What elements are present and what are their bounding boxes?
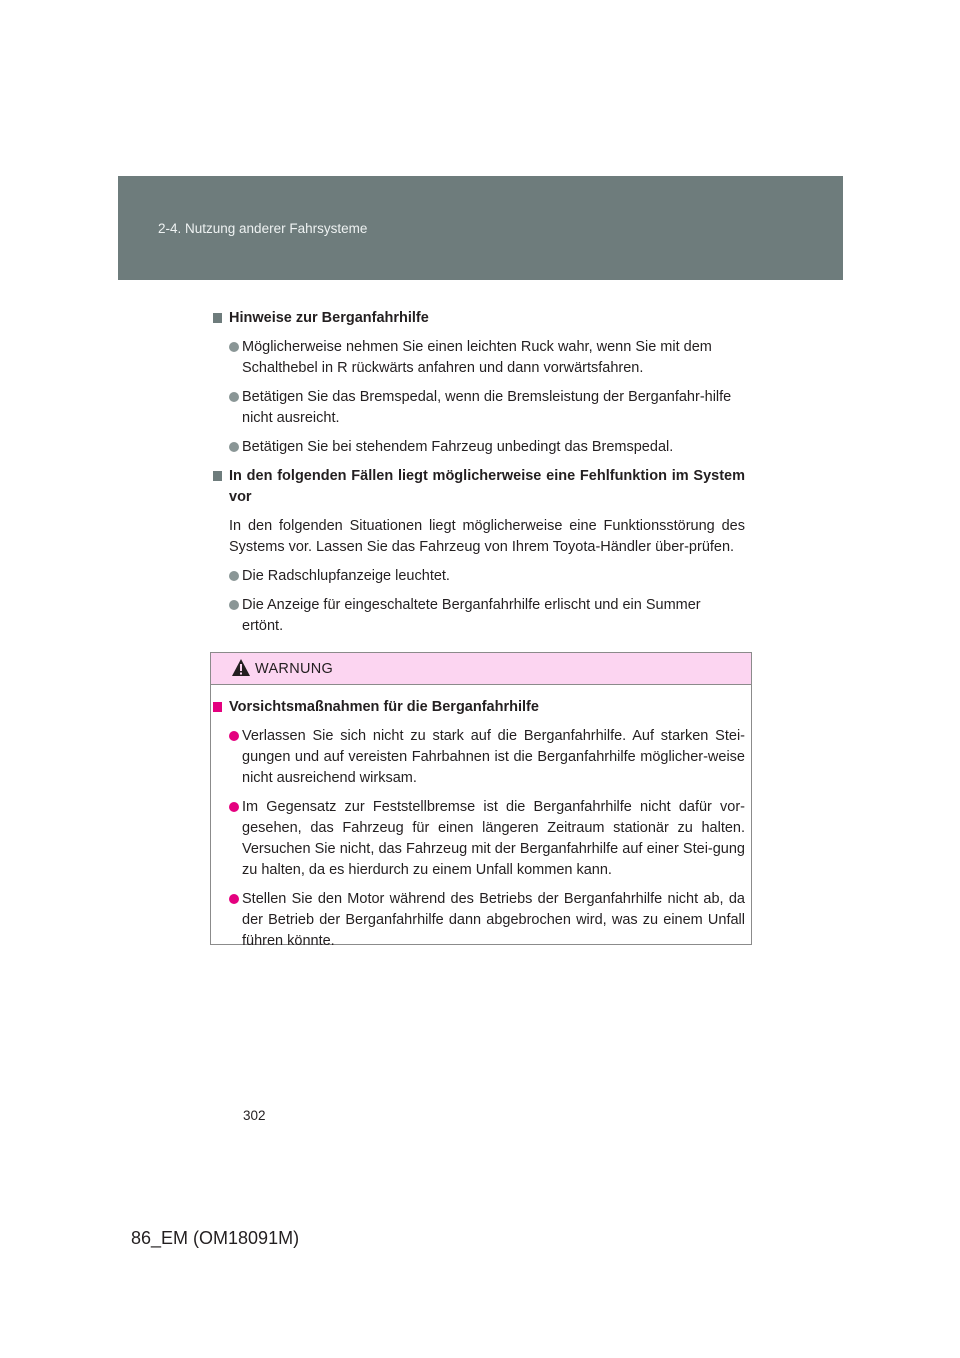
square-bullet-icon	[213, 471, 222, 481]
warning-header	[211, 653, 751, 685]
section-title: 2-4. Nutzung anderer Fahrsysteme	[158, 221, 368, 236]
list-item	[213, 566, 745, 587]
warning-heading	[213, 697, 745, 718]
list-item	[213, 726, 745, 789]
heading-text: In den folgenden Fällen liegt möglicherweise eine Fehlfunktion im System vor	[229, 468, 745, 505]
section-heading	[213, 466, 745, 508]
circle-bullet-icon	[229, 802, 239, 812]
list-item	[213, 437, 745, 458]
warning-triangle-icon	[231, 658, 251, 677]
square-bullet-icon	[213, 702, 222, 712]
list-item	[213, 797, 745, 881]
circle-bullet-icon	[229, 442, 239, 452]
section-heading	[213, 308, 745, 329]
circle-bullet-icon	[229, 894, 239, 904]
list-item-text: Verlassen Sie sich nicht zu stark auf die Berganfahrhilfe. Auf starken Stei-gungen und auf vereisten Fahrbahnen ist die Berganfahrhilfe möglicher-weise nicht ausreichend wirksam.	[242, 728, 745, 786]
list-item-text: Stellen Sie den Motor während des Betriebs der Berganfahrhilfe nicht ab, da der Betrieb der Berganfahrhilfe dann abgebrochen wird, was zu einem Unfall führen könnte.	[242, 891, 745, 949]
heading-text: Vorsichtsmaßnahmen für die Berganfahrhilfe	[229, 699, 539, 715]
square-bullet-icon	[213, 313, 222, 323]
page-number: 302	[243, 1108, 266, 1123]
warning-body	[213, 697, 745, 960]
list-item	[213, 337, 745, 379]
paragraph: In den folgenden Situationen liegt möglicherweise eine Funktionsstörung des Systems vor. Lassen Sie das Fahrzeug von Ihrem Toyota-Händler über-prüfen.	[229, 518, 745, 555]
list-item-text: Die Anzeige für eingeschaltete Berganfahrhilfe erlischt und ein Summer ertönt.	[242, 597, 701, 634]
main-content	[213, 308, 745, 645]
list-item-text: Betätigen Sie bei stehendem Fahrzeug unbedingt das Bremspedal.	[242, 439, 674, 455]
circle-bullet-icon	[229, 392, 239, 402]
circle-bullet-icon	[229, 571, 239, 581]
list-item-text: Möglicherweise nehmen Sie einen leichten Ruck wahr, wenn Sie mit dem Schalthebel in R rückwärts anfahren und dann vorwärtsfahren.	[242, 339, 712, 376]
warning-box	[210, 652, 752, 949]
list-item	[213, 387, 745, 429]
list-item-text: Die Radschlupfanzeige leuchtet.	[242, 568, 450, 584]
list-item	[213, 595, 745, 637]
document-code: 86_EM (OM18091M)	[131, 1228, 300, 1248]
circle-bullet-icon	[229, 731, 239, 741]
list-item-text: Betätigen Sie das Bremspedal, wenn die Bremsleistung der Berganfahr-hilfe nicht ausreicht.	[242, 389, 732, 426]
circle-bullet-icon	[229, 600, 239, 610]
warning-title: WARNUNG	[255, 661, 334, 677]
heading-text: Hinweise zur Berganfahrhilfe	[229, 310, 429, 326]
circle-bullet-icon	[229, 342, 239, 352]
list-item	[213, 889, 745, 952]
list-item-text: Im Gegensatz zur Feststellbremse ist die Berganfahrhilfe nicht dafür vor-gesehen, das Fahrzeug für einen längeren Zeitraum stationär zu halten. Versuchen Sie nicht, das Fahrzeug mit der Berganfahrhilfe auf einer Stei-gung zu halten, da es hierdurch zu einem Unfall kommen kann.	[242, 799, 745, 878]
